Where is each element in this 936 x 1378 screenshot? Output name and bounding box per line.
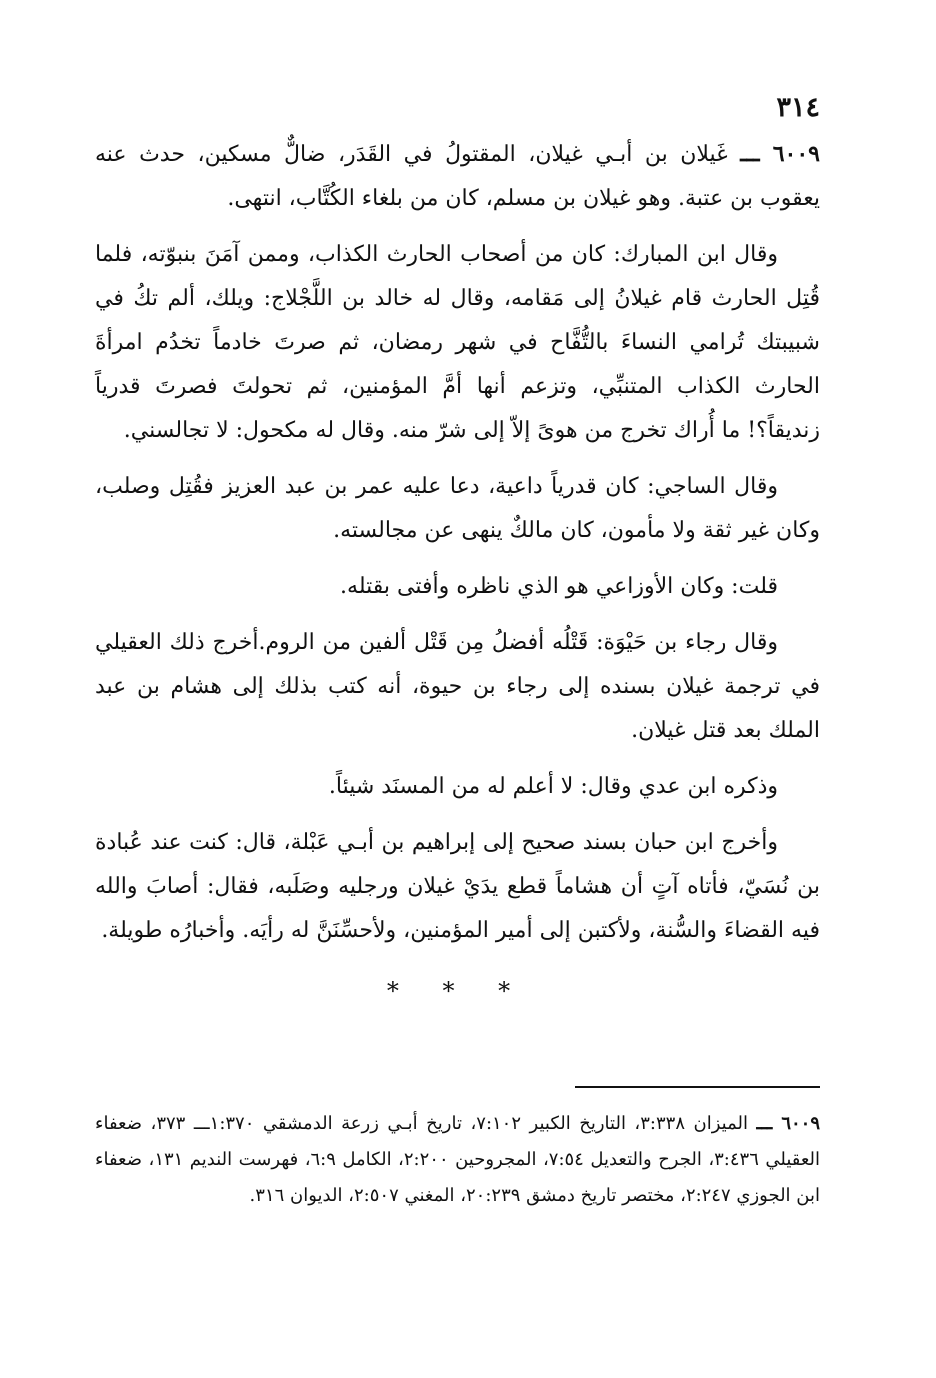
entry-heading-text: غَيلان بن أبـي غيلان، المقتولُ في القَدَر، ضالٌّ مسكين، حدث عنه يعقوب بن عتبة. وهو غيلان بن مسلم، كان من بلغاء الكُتَّاب، انتهى. (95, 142, 820, 211)
entry-heading-paragraph (95, 132, 820, 221)
paragraph-ibn-adi: وذكره ابن عدي وقال: لا أعلم له من المسنَد شيئاً. (328, 774, 778, 799)
footnote-text: الميزان ٣:٣٣٨، التاريخ الكبير ٧:١٠٢، تاريخ أبـي زرعة الدمشقي ١:٣٧٠ـــ ٣٧٣، ضعفاء العقيلي ٣:٤٣٦، الجرح والتعديل ٧:٥٤، المجروحين ٢:٢٠٠، الكامل ٦:٩، فهرست النديم ١٣١، ضعفاء ابن الجوزي ٢:٢٤٧، مختصر تاريخ دمشق ٢٠:٢٣٩، المغني ٢:٥٠٧، الديوان ٣١٦. (95, 1113, 821, 1206)
paragraph-awzai: قلت: وكان الأوزاعي هو الذي ناظره وأفتى بقتله. (340, 574, 778, 599)
page-body (95, 88, 820, 1031)
paragraph-ibn-hibban: وأخرج ابن حبان بسند صحيح إلى إبراهيم بن أبـي عَبْلة، قال: كنت عند عُبادة بن نُسَيّ، فأتاه آتٍ أن هشاماً قطع يدَيْ غيلان ورجليه وصَلَبه، فقال: أصابَ والله فيه القضاءَ والسُّنة، ولأكتبن إلى أمير المؤمنين، ولأحسِّنَنَّ له رأيَه. وأخبارُه طويلة. (95, 830, 820, 943)
paragraph-al-saji: وقال الساجي: كان قدرياً داعية، دعا عليه عمر بن عبد العزيز فقُتِل وصلب، وكان غير ثقة ولا مأمون، كان مالكٌ ينهى عن مجالسته. (95, 474, 820, 543)
section-separator: * * * (386, 977, 529, 1005)
footnote-number: ٦٠٠٩ ـــ (756, 1113, 820, 1134)
paragraph-raja-ibn-haywa: وقال رجاء بن حَيْوَة: قَتْلُه أفضلُ مِن قَتْل ألفين من الروم.أخرج ذلك العقيلي في ترجمة غيلان بسنده إلى رجاء بن حيوة، أنه كتب بذلك إلى هشام بن عبد الملك بعد قتل غيلان. (95, 630, 821, 743)
page-number: ٣١٤ (776, 92, 820, 123)
footnote (95, 1106, 820, 1214)
footnote-rule (575, 1086, 820, 1088)
entry-number: ٦٠٠٩ ـــ (740, 141, 820, 167)
paragraph-ibn-al-mubarak: وقال ابن المبارك: كان من أصحاب الحارث الكذاب، وممن آمَنَ بنبوّته، فلما قُتِل الحارث قام غيلانُ إلى مَقامه، وقال له خالد بن اللَّجْلاج: ويلك، ألم تكُ في شبيبتك تُرامي النساءَ بالتُّفَّاح في شهر رمضان، ثم صرتَ خادماً تخدُم امرأةَ الحارث الكذاب المتنبِّي، وتزعم أنها أمَّ المؤمنين، ثم تحولتَ فصرتَ قدرياً زنديقاً؟! ما أُراك تخرج من هوىً إلاّ إلى شرّ منه. وقال له مكحول: لا تجالسني. (95, 242, 820, 443)
